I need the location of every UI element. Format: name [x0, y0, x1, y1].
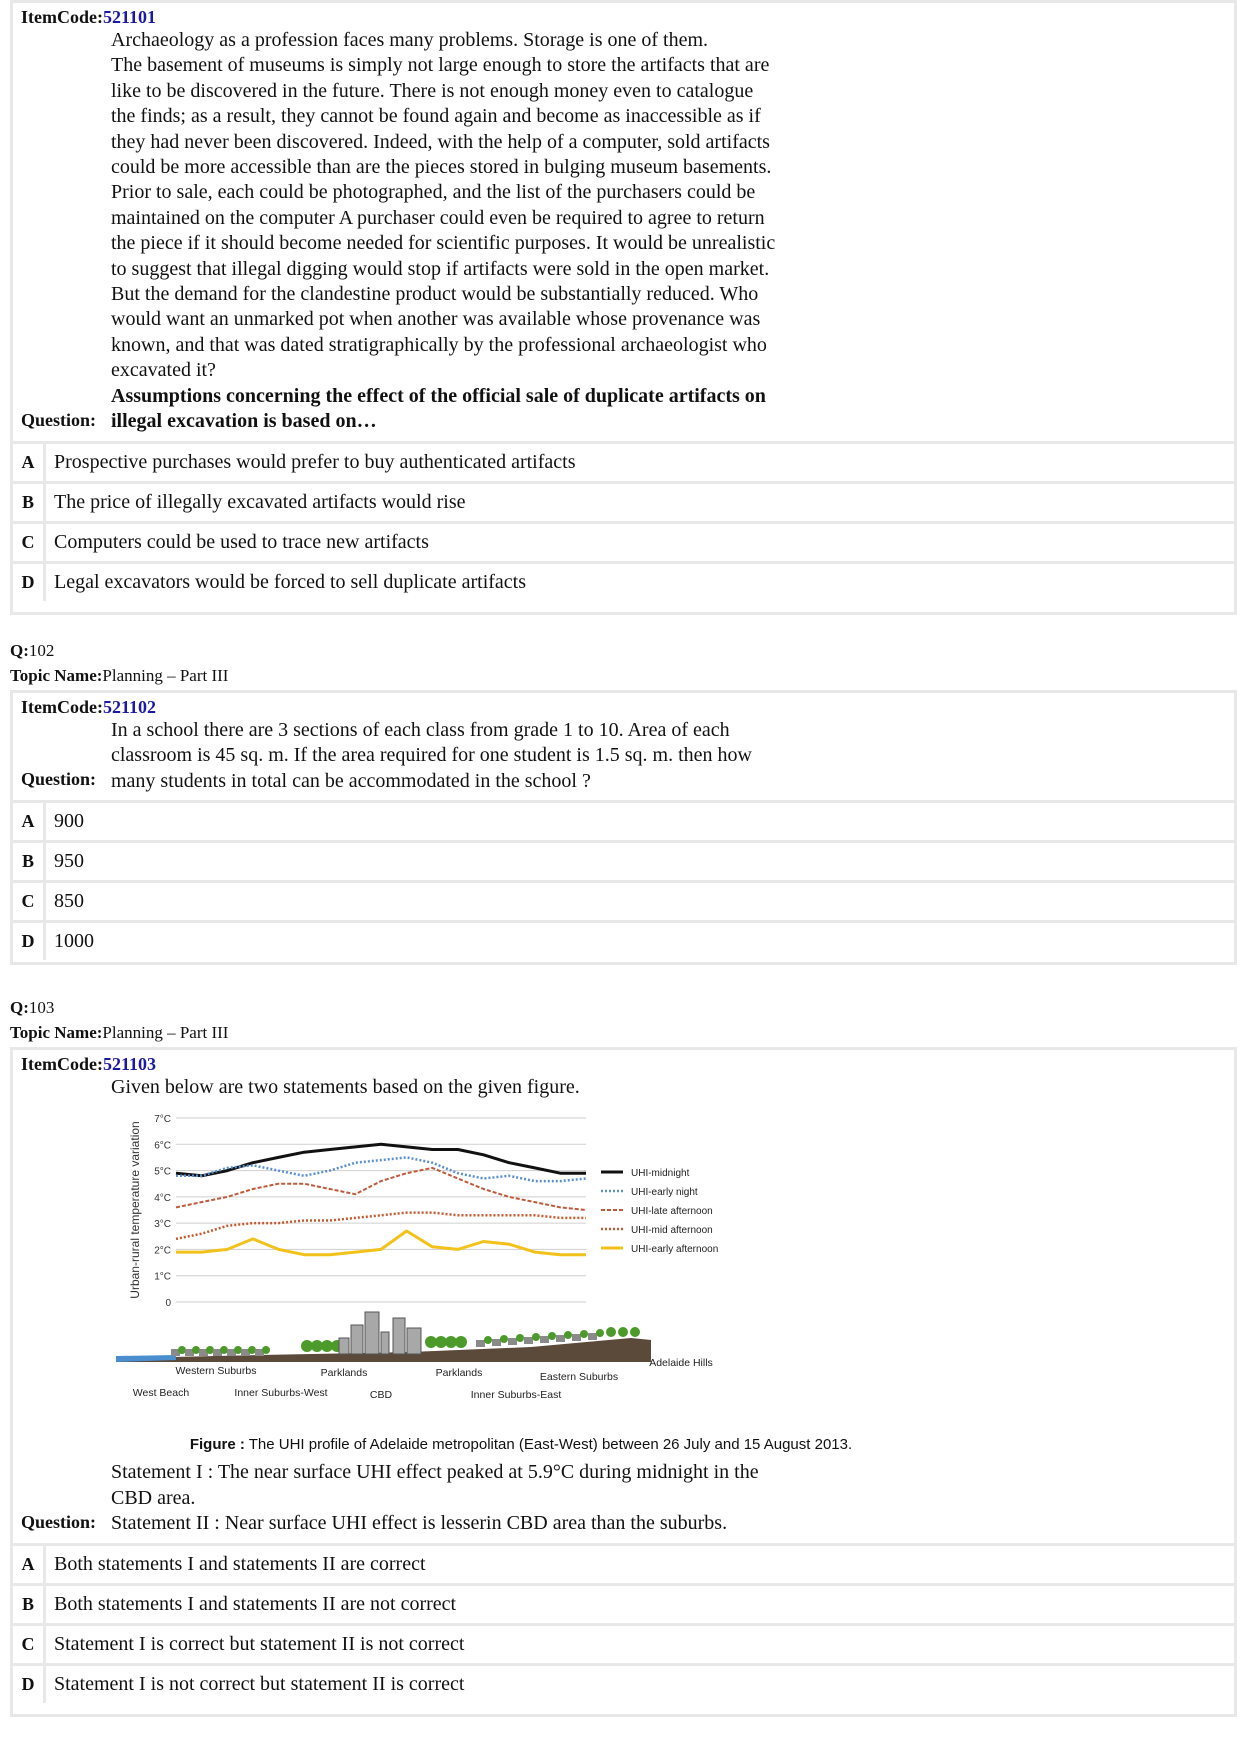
question-number-row: [10, 995, 228, 1020]
terrain-label: Parklands: [435, 1367, 483, 1380]
series-line-uhi-early-night: [176, 1158, 586, 1182]
option-letter: C: [13, 524, 46, 561]
passage-line: to suggest that illegal digging would stop if artifacts were sold in the open market.: [111, 257, 770, 280]
terrain-label: Adelaide Hills: [649, 1357, 713, 1370]
question-line: In a school there are 3 sections of each class from grade 1 to 10. Area of each: [111, 719, 730, 741]
house-shape: [492, 1339, 501, 1346]
figure-caption-text: The UHI profile of Adelaide metropolitan (East-West) between 26 July and 15 August 2013.: [244, 1436, 853, 1454]
option-c[interactable]: [13, 883, 1234, 923]
question-text: [111, 28, 851, 435]
legend-label: UHI-early night: [631, 1187, 698, 1199]
y-tick-label: 7°C: [154, 1114, 171, 1126]
legend-label: UHI-late afternoon: [631, 1206, 713, 1218]
y-axis-title: Urban-rural temperature variation: [128, 1121, 142, 1300]
legend-label: UHI-early afternoon: [631, 1244, 719, 1256]
passage-line: the finds; as a result, they cannot be found again and become as inaccessible as if: [111, 105, 761, 128]
passage-line: But the demand for the clandestine product would be substantially reduced. Who: [111, 283, 759, 306]
q-number: 103: [28, 998, 55, 1017]
question-bold-line: Assumptions concerning the effect of the official sale of duplicate artifacts on: [111, 384, 766, 407]
terrain-label: Inner Suburbs-East: [470, 1389, 562, 1402]
question-card-521103: [10, 1047, 1237, 1717]
passage-line: could be more accessible than are the pieces stored in bulging museum basements.: [111, 156, 772, 179]
series-line-uhi-late-afternoon: [176, 1168, 586, 1210]
option-letter: C: [13, 1626, 46, 1663]
tree-shape: [248, 1346, 256, 1354]
question-label: Question:: [21, 769, 97, 790]
option-a[interactable]: [13, 1546, 1234, 1586]
intro-line: Given below are two statements based on the given figure.: [111, 1076, 580, 1098]
passage-line: known, and that was dated stratigraphically by the professional archaeologist who: [111, 333, 767, 356]
y-tick-label: 1°C: [154, 1272, 171, 1284]
option-letter: D: [13, 923, 46, 960]
tree-shape: [618, 1327, 628, 1337]
question-bold-line: illegal excavation is based on…: [111, 410, 377, 433]
statement-line: CBD area.: [111, 1486, 196, 1509]
question-card-521101: [10, 0, 1237, 615]
house-shape: [524, 1337, 533, 1344]
tower-shape: [339, 1338, 349, 1354]
option-letter: B: [13, 484, 46, 521]
item-code-value: 521101: [102, 7, 156, 27]
question-line: many students in total can be accommodated in the school ?: [111, 769, 591, 792]
option-text: Statement I is correct but statement II is not correct: [54, 1632, 465, 1655]
y-tick-label: 4°C: [154, 1193, 171, 1205]
tree-shape: [234, 1346, 242, 1354]
topic-name: Planning – Part III: [102, 1023, 229, 1042]
question-row: [13, 718, 1234, 794]
option-d[interactable]: [13, 1666, 1234, 1703]
q-label: Q:: [10, 998, 29, 1017]
item-code-row: [13, 1050, 1234, 1075]
passage-line: Archaeology as a profession faces many problems. Storage is one of them.: [111, 29, 709, 51]
option-text: 1000: [54, 930, 94, 953]
terrain-label: CBD: [369, 1389, 393, 1402]
statement-line: Statement II : Near surface UHI effect is lesserin CBD area than the suburbs.: [111, 1512, 728, 1535]
question-row: [13, 1075, 1234, 1537]
option-letter: D: [13, 1666, 46, 1703]
passage-line: like to be discovered in the future. There is not enough money even to catalogue: [111, 79, 754, 102]
y-tick-label: 0: [165, 1298, 171, 1310]
y-tick-label: 3°C: [154, 1219, 171, 1231]
y-tick-label: 2°C: [154, 1245, 171, 1257]
passage-line: Prior to sale, each could be photographed, and the list of the purchasers could be: [111, 181, 756, 204]
tree-shape: [630, 1327, 640, 1337]
tower-shape: [365, 1312, 379, 1354]
terrain-label: Inner Suburbs-West: [234, 1387, 328, 1400]
tree-shape: [564, 1331, 572, 1339]
series-line-uhi-early-afternoon: [176, 1231, 586, 1255]
option-b[interactable]: [13, 1586, 1234, 1626]
passage-line: they had never been discovered. Indeed, with the help of a computer, sold artifacts: [111, 130, 770, 153]
series-line-uhi-mid-afternoon: [176, 1213, 586, 1239]
question-header-102: [10, 638, 228, 688]
statement-line: Statement I : The near surface UHI effect peaked at 5.9°C during midnight in the: [111, 1461, 759, 1484]
passage-line: maintained on the computer A purchaser could even be required to agree to return: [111, 206, 765, 229]
tree-shape: [192, 1346, 200, 1354]
option-letter: B: [13, 843, 46, 880]
terrain-label: Eastern Suburbs: [539, 1371, 619, 1384]
y-tick-label: 5°C: [154, 1166, 171, 1178]
uhi-chart: [111, 1100, 851, 1430]
option-letter: A: [13, 803, 46, 840]
question-card-521102: [10, 690, 1237, 965]
option-letter: D: [13, 564, 46, 601]
option-c[interactable]: [13, 1626, 1234, 1666]
tree-shape: [516, 1334, 524, 1342]
item-code-value: 521102: [102, 697, 156, 717]
tree-shape: [500, 1335, 508, 1343]
passage-line: The basement of museums is simply not large enough to store the artifacts that are: [111, 54, 770, 77]
house-shape: [508, 1338, 517, 1345]
option-letter: A: [13, 1546, 46, 1583]
passage-line: the piece if it should become needed for scientific purposes. It would be unrealistic: [111, 232, 776, 255]
option-text: Both statements I and statements II are not correct: [54, 1592, 457, 1615]
item-code-label: ItemCode:: [21, 1054, 103, 1074]
tower-shape: [407, 1328, 421, 1354]
option-b[interactable]: [13, 484, 1234, 524]
option-text: Legal excavators would be forced to sell duplicate artifacts: [54, 570, 527, 593]
question-label: Question:: [21, 409, 97, 430]
options-list: [13, 800, 1234, 960]
option-d[interactable]: [13, 923, 1234, 960]
option-text: Computers could be used to trace new artifacts: [54, 530, 429, 553]
house-shape: [540, 1336, 549, 1343]
item-code-row: [13, 693, 1234, 718]
tower-shape: [381, 1332, 389, 1354]
terrain-label: Parklands: [320, 1367, 368, 1380]
option-text: Prospective purchases would prefer to buy authenticated artifacts: [54, 450, 576, 473]
option-letter: C: [13, 883, 46, 920]
tree-shape: [262, 1346, 270, 1354]
option-letter: A: [13, 444, 46, 481]
question-text: [111, 1075, 871, 1537]
house-shape: [556, 1335, 565, 1342]
question-header-103: [10, 995, 228, 1045]
option-b[interactable]: [13, 843, 1234, 883]
option-c[interactable]: [13, 524, 1234, 564]
tree-shape: [548, 1332, 556, 1340]
question-line: classroom is 45 sq. m. If the area required for one student is 1.5 sq. m. then how: [111, 744, 752, 767]
house-shape: [476, 1340, 485, 1347]
topic-name: Planning – Part III: [102, 666, 229, 685]
tower-shape: [351, 1325, 363, 1354]
topic-row: [10, 1020, 228, 1045]
topic-row: [10, 663, 228, 688]
figure-caption: [161, 1432, 881, 1457]
legend-label: UHI-mid afternoon: [631, 1225, 713, 1237]
option-a[interactable]: [13, 444, 1234, 484]
item-code-label: ItemCode:: [21, 7, 103, 27]
option-text: Both statements I and statements II are correct: [54, 1552, 426, 1575]
question-label: Question:: [21, 1511, 97, 1532]
topic-label: Topic Name:: [10, 1023, 103, 1042]
house-shape: [572, 1334, 581, 1341]
tree-shape: [532, 1333, 540, 1341]
item-code-row: [13, 3, 1234, 28]
tower-shape: [393, 1318, 405, 1354]
option-a[interactable]: [13, 803, 1234, 843]
option-text: Statement I is not correct but statement II is correct: [54, 1672, 465, 1695]
option-d[interactable]: [13, 564, 1234, 601]
house-shape: [588, 1333, 597, 1340]
terrain-label: West Beach: [132, 1387, 190, 1400]
q-label: Q:: [10, 641, 29, 660]
tree-shape: [580, 1330, 588, 1338]
tree-shape: [606, 1327, 616, 1337]
tree-shape: [455, 1336, 467, 1348]
passage-line: excavated it?: [111, 359, 216, 382]
tree-shape: [596, 1329, 604, 1337]
passage-line: would want an unmarked pot when another was available whose provenance was: [111, 308, 761, 331]
q-number: 102: [28, 641, 55, 660]
option-text: The price of illegally excavated artifacts would rise: [54, 490, 466, 513]
option-letter: B: [13, 1586, 46, 1623]
legend-label: UHI-midnight: [631, 1168, 690, 1180]
option-text: 950: [54, 850, 84, 873]
terrain-label: Western Suburbs: [175, 1365, 257, 1378]
item-code-label: ItemCode:: [21, 697, 103, 717]
tree-shape: [484, 1336, 492, 1344]
option-text: 900: [54, 810, 84, 833]
option-text: 850: [54, 890, 84, 913]
question-row: [13, 28, 1234, 435]
tree-shape: [206, 1346, 214, 1354]
question-number-row: [10, 638, 228, 663]
options-list: [13, 441, 1234, 601]
tree-shape: [220, 1346, 228, 1354]
question-text: [111, 718, 851, 794]
options-list: [13, 1543, 1234, 1703]
item-code-value: 521103: [102, 1054, 156, 1074]
tree-shape: [178, 1346, 186, 1354]
topic-label: Topic Name:: [10, 666, 103, 685]
y-tick-label: 6°C: [154, 1140, 171, 1152]
figure-caption-label: Figure :: [189, 1436, 245, 1454]
uhi-figure: [111, 1100, 851, 1460]
